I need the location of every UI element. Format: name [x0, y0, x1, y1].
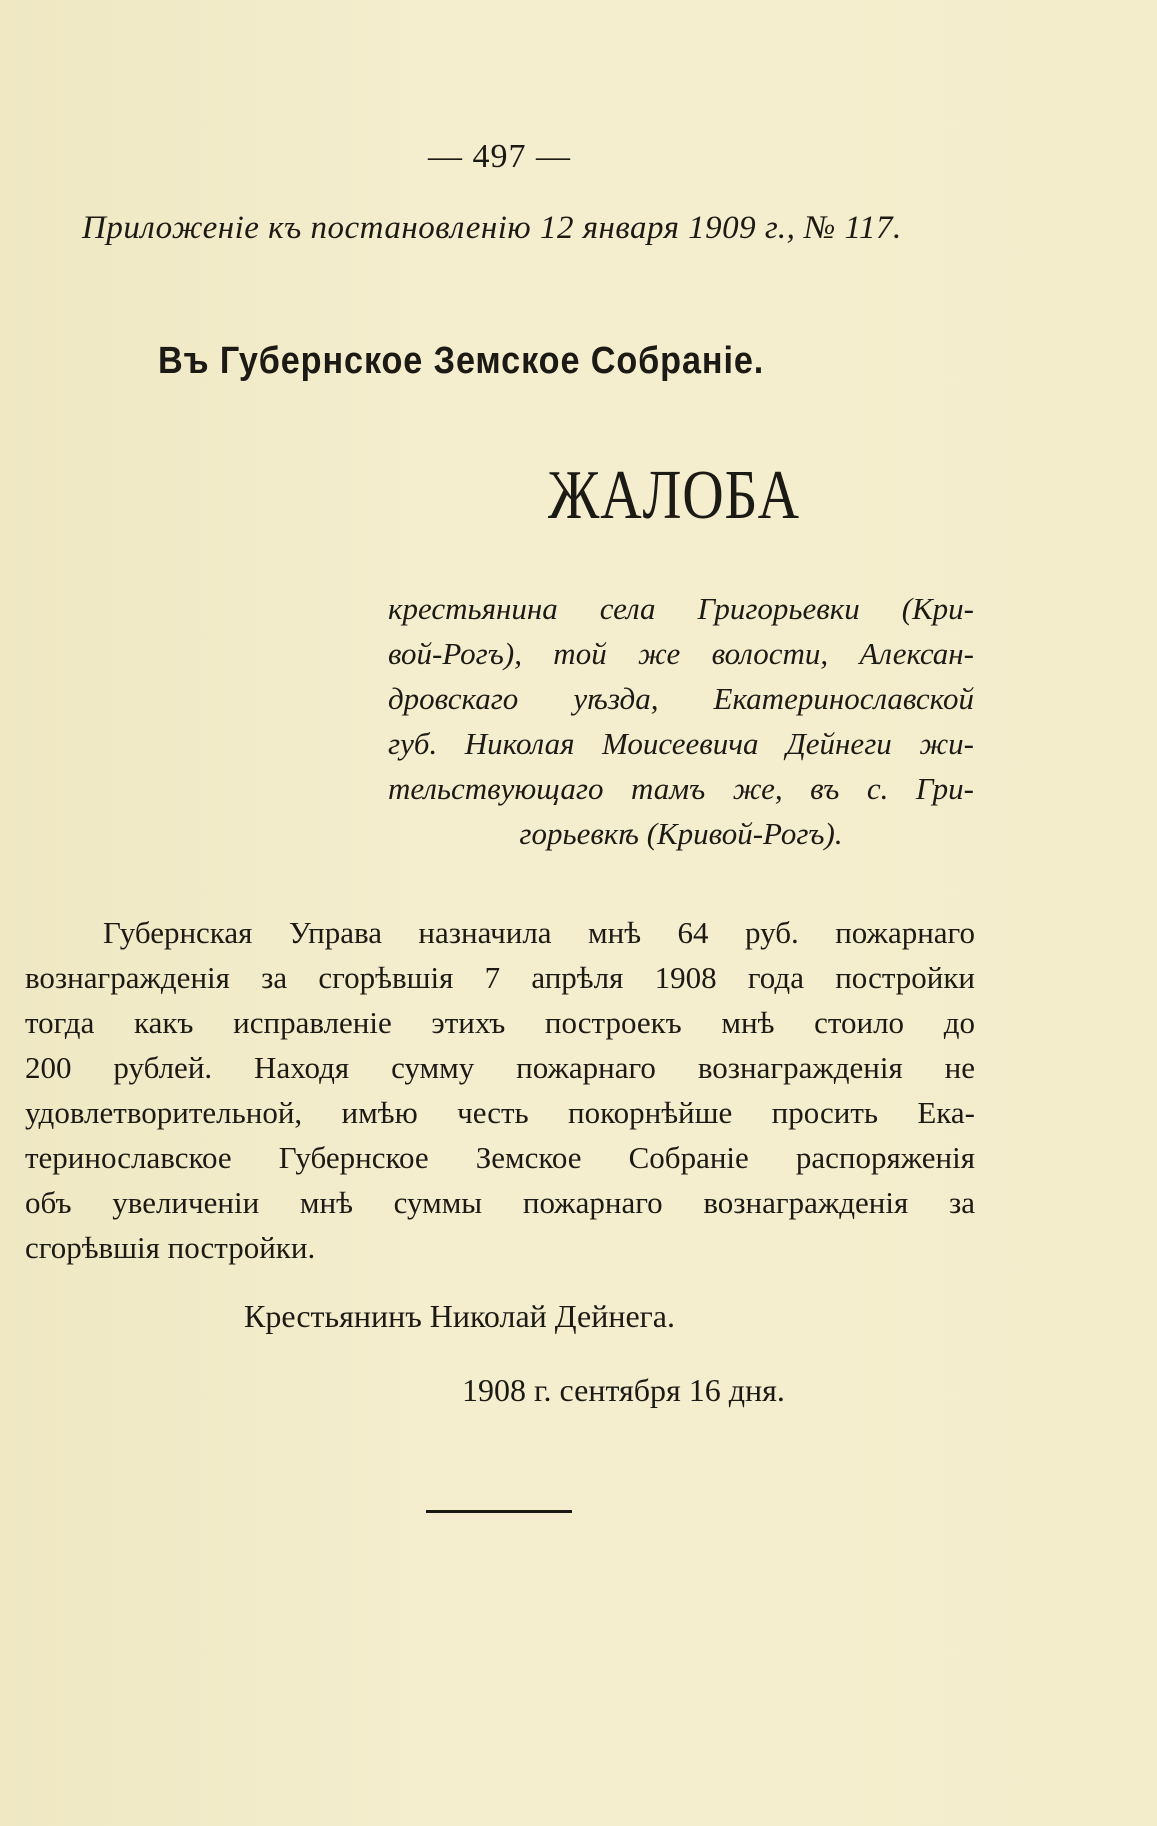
signature-date: 1908 г. сентября 16 дня. [462, 1372, 785, 1408]
body-line: сгорѣвшія постройки. [25, 1230, 316, 1265]
complaint-body [25, 910, 975, 1270]
subtitle-line: тельствующаго тамъ же, въ с. Гри- [388, 771, 974, 806]
body-line: 200 рублей. Находя сумму пожарнаго вознагражденія не [25, 1050, 975, 1085]
page-number: — 497 — [428, 138, 571, 175]
complainant-description [388, 586, 974, 856]
subtitle-line: дровскаго уѣзда, Екатеринославской [388, 681, 974, 716]
subtitle-line: губ. Николая Моисеевича Дейнеги жи- [388, 726, 974, 761]
body-line: Губернская Управа назначила мнѣ 64 руб. пожарнаго [103, 915, 975, 950]
body-line: теринославское Губернское Земское Собраніе распоряженія [25, 1140, 975, 1175]
body-line: вознагражденія за сгорѣвшія 7 апрѣля 1908 года постройки [25, 960, 975, 995]
body-line: удовлетворительной, имѣю честь покорнѣйше просить Ека- [25, 1095, 975, 1130]
subtitle-line: горьевкѣ (Кривой-Рогъ). [519, 816, 843, 851]
document-title: ЖАЛОБА [548, 457, 800, 534]
signature: Крестьянинъ Николай Дейнега. [244, 1298, 675, 1334]
appendix-reference: Приложеніе къ постановленію 12 января 1909 г., № 117. [82, 210, 902, 246]
body-line: тогда какъ исправленіе этихъ построекъ мнѣ стоило до [25, 1005, 975, 1040]
body-line: объ увеличеніи мнѣ суммы пожарнаго вознагражденія за [25, 1185, 975, 1220]
subtitle-line: вой-Рогъ), той же волости, Алексан- [388, 636, 974, 671]
addressee-heading: Въ Губернское Земское Собраніе. [158, 340, 765, 382]
end-rule [426, 1510, 572, 1513]
subtitle-line: крестьянина села Григорьевки (Кри- [388, 591, 974, 626]
